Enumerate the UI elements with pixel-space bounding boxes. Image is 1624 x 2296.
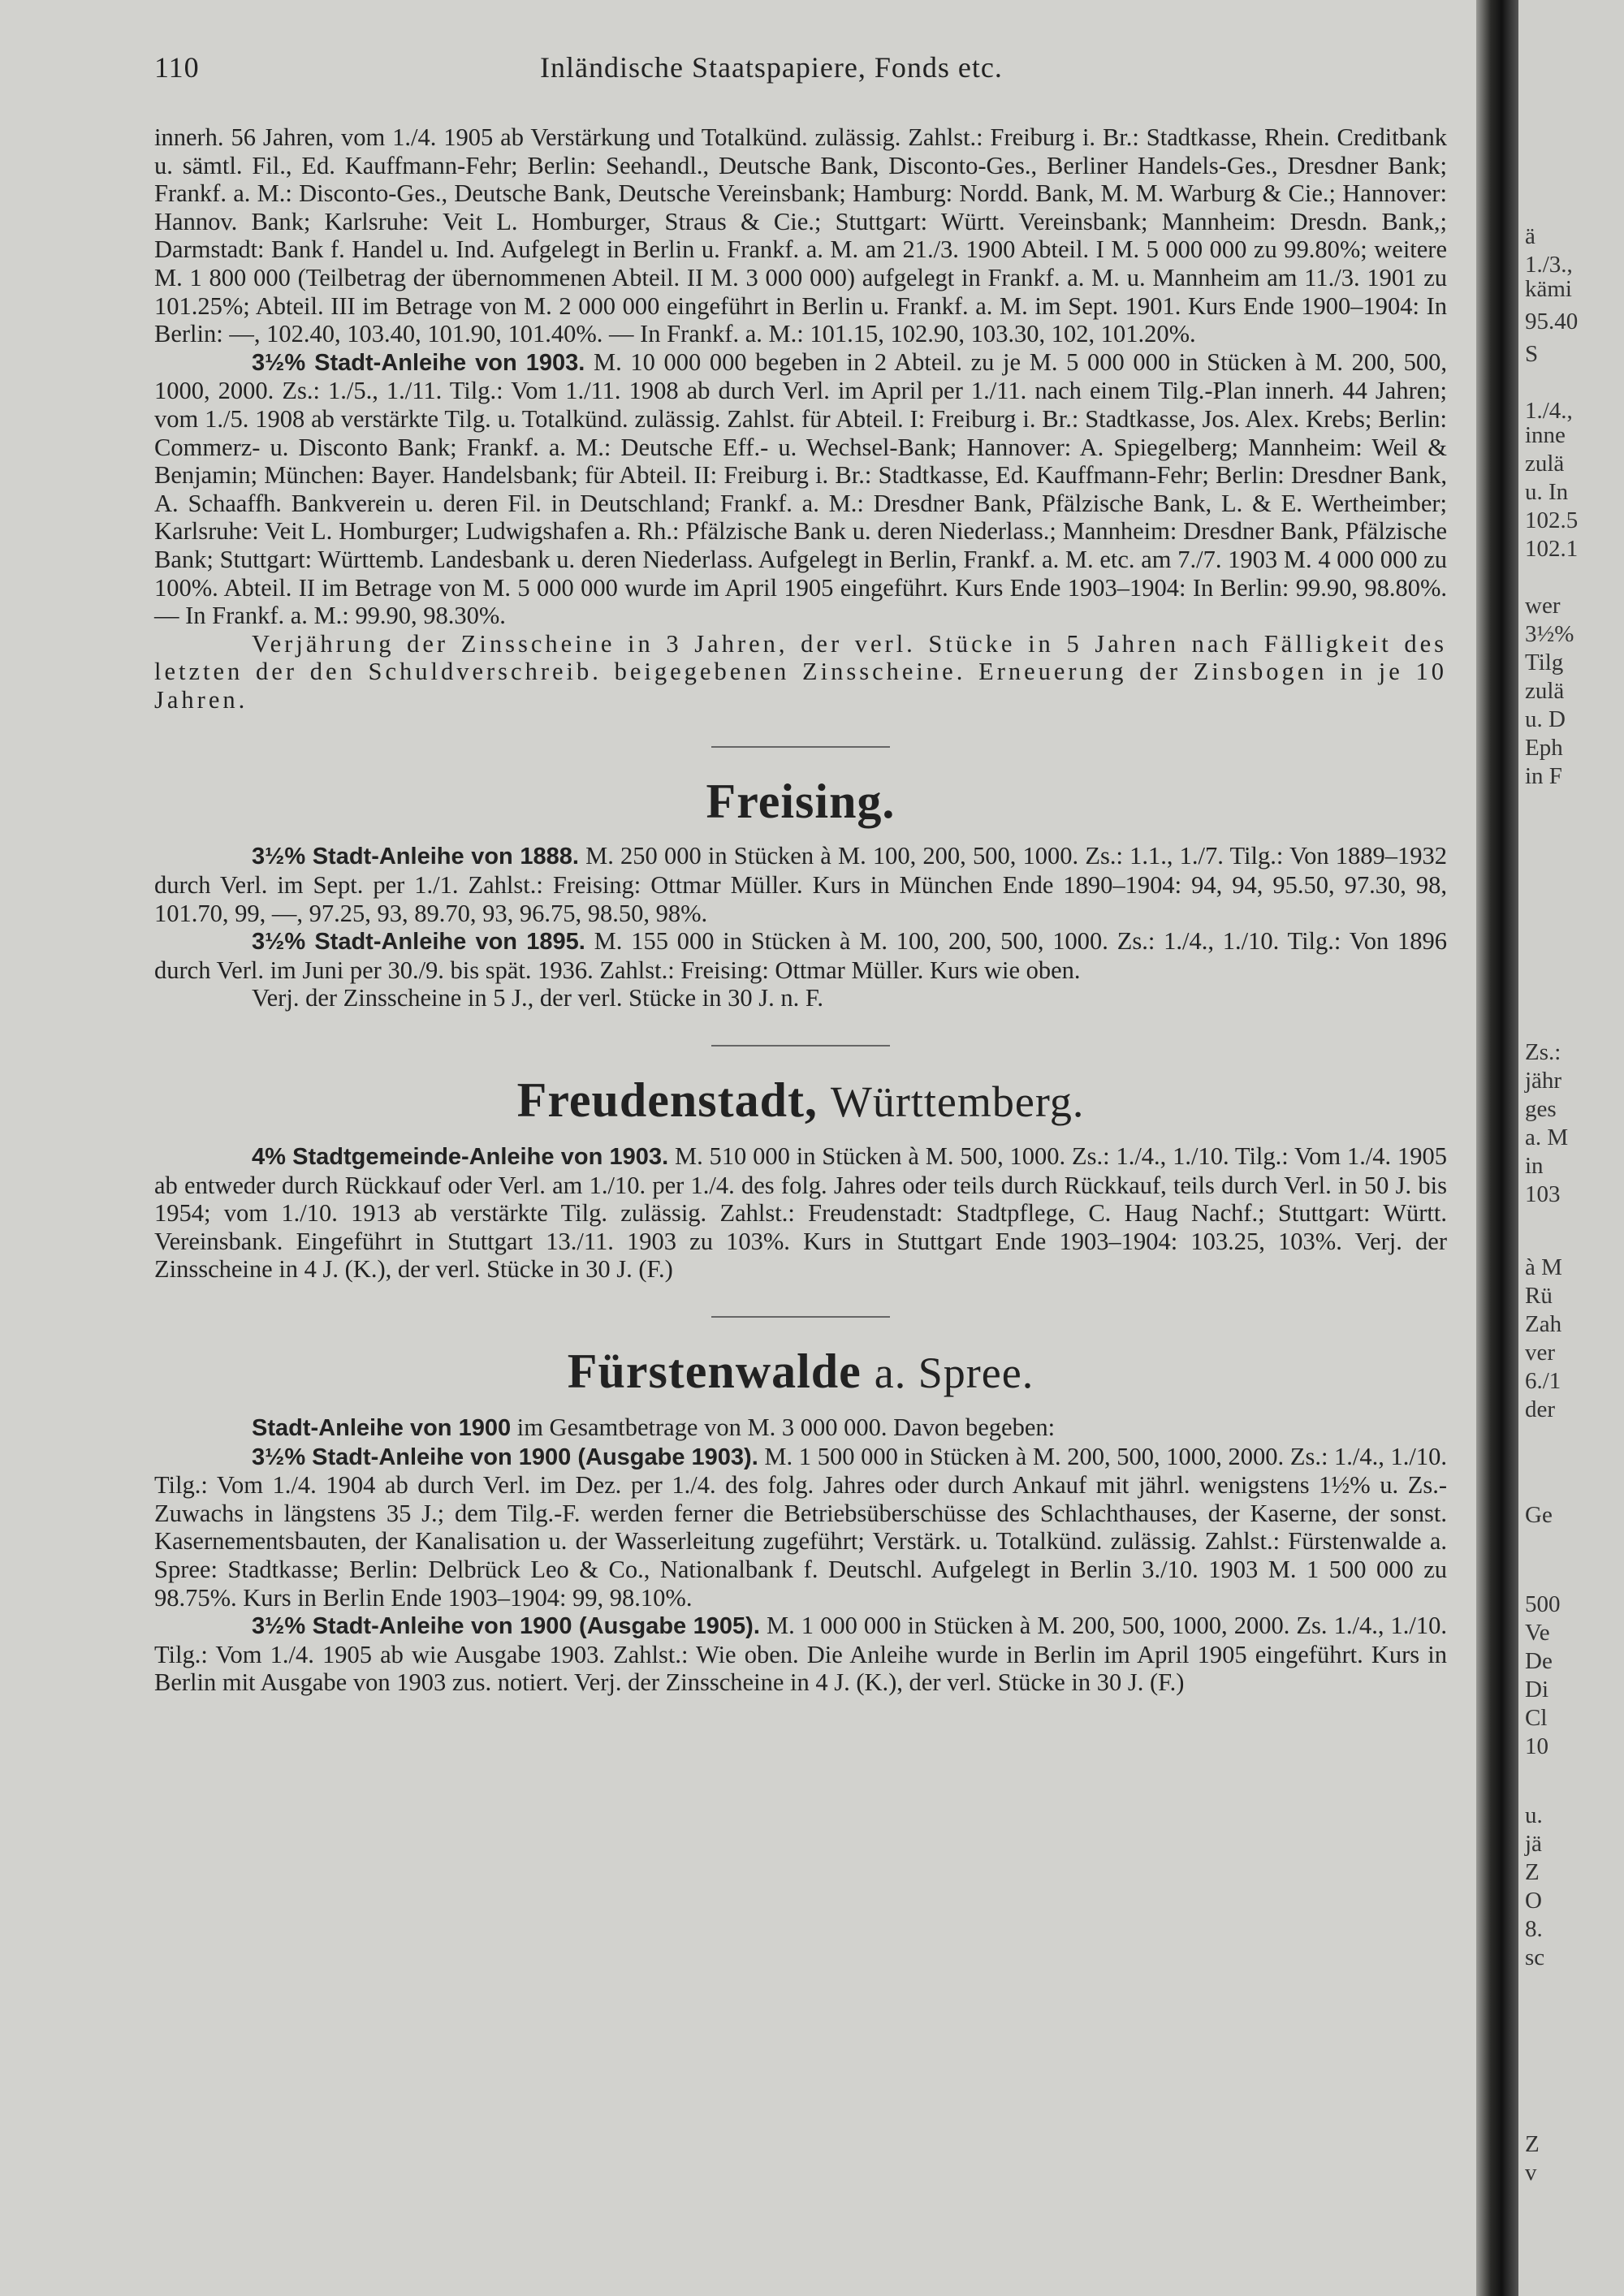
entry-paragraph [154,1612,1447,1697]
entry-heading: 4% Stadtgemeinde-Anleihe von 1903. [252,1144,669,1171]
facing-page-fragment: Rü [1525,1283,1553,1309]
note-paragraph: Verjährung der Zinsscheine in 3 Jahren, der verl. Stücke in 5 Jahren nach Fälligkeit des letzten der den Schuldverschreib. beigegebenen Zinsscheine. Erneuerung der Zinsbogen in je 10 Jahren. [154,629,1447,714]
place-subtitle: a. Spree. [874,1349,1034,1397]
entry-paragraph [154,1413,1447,1443]
section-divider [711,1045,890,1047]
facing-page-fragment: 102.5 [1525,507,1579,533]
facing-page-fragment: u. In [1525,479,1569,505]
facing-page-fragment: 102.1 [1525,536,1579,562]
facing-page-fragment: Ve [1525,1620,1550,1646]
facing-page-fragment: ä [1525,223,1535,249]
facing-page-fragment: der [1525,1396,1556,1422]
entry-heading: 3½% Stadt-Anleihe von 1903. [252,349,585,376]
section-title [154,1071,1447,1131]
facing-page-fragment: ver [1525,1340,1556,1366]
facing-page-fragment: 1./4., [1525,398,1573,424]
place-name: Freudenstadt, [516,1073,818,1128]
facing-page-fragment: 103 [1525,1181,1561,1207]
entry-text: M. 155 000 in Stücken à M. 100, 200, 500, 1000. Zs.: 1./4., 1./10. Tilg.: Von 1896 durch Verl. im Juni per 30./9. bis spät. 1936. Zahlst.: Freising: Ottmar Müller. Kurs wie oben. [154,927,1448,984]
entry-paragraph [154,1142,1447,1284]
facing-page-fragment: 1./3., [1525,252,1573,278]
facing-page-fragment: Zs.: [1525,1039,1561,1065]
entry-paragraph [154,927,1447,984]
entry-heading: 3½% Stadt-Anleihe von 1900 (Ausgabe 1905). [252,1613,760,1640]
facing-page-fragment: a. M [1525,1124,1569,1150]
entry-heading: Stadt-Anleihe von 1900 [252,1415,512,1441]
running-title: Inländische Staatspapiere, Fonds etc. [540,51,1003,84]
page-number: 110 [154,51,200,84]
entry-text: im Gesamtbetrage von M. 3 000 000. Davon begeben: [516,1413,1056,1441]
facing-page-fragment: in F [1525,763,1562,789]
facing-page-fragment: Tilg [1525,650,1564,675]
section-divider [711,1316,890,1318]
facing-page-fragment: Cl [1525,1705,1548,1731]
facing-page-fragment: 95.40 [1525,309,1579,334]
facing-page-fragment: S [1525,341,1539,367]
facing-page-edge [1518,0,1624,2296]
entry-heading: 3½% Stadt-Anleihe von 1888. [252,844,579,870]
facing-page-fragment: Z [1525,2131,1540,2157]
entry-paragraph [154,842,1447,927]
facing-page-fragment: à M [1525,1254,1562,1280]
entry-text: M. 250 000 in Stücken à M. 100, 200, 500, 1000. Zs.: 1.1., 1./7. Tilg.: Von 1889–1932 durch Verl. im Sept. per 1./1. Zahlst.: Freising: Ottmar Müller. Kurs in München Ende 1890–1904: 94, 94, 95.50, 97.30, 98, 101.70, 99, —, 97.25, 93, 89.70, 93, 96.75, 98.50, 98%. [154,842,1447,927]
entry-heading: 3½% Stadt-Anleihe von 1895. [252,929,585,956]
facing-page-fragment: u. [1525,1802,1543,1828]
facing-page-fragment: inne [1525,422,1566,448]
section-title [154,1342,1447,1402]
facing-page-fragment: Zah [1525,1311,1562,1337]
facing-page-fragment: O [1525,1888,1542,1914]
facing-page-fragment: sc [1525,1944,1545,1970]
facing-page-fragment: 10 [1525,1733,1548,1759]
facing-page-fragment: zulä [1525,451,1565,477]
book-gutter [1476,0,1518,2296]
facing-page-fragment: wer [1525,593,1561,619]
facing-page-fragment: Eph [1525,735,1563,761]
facing-page-fragment: 500 [1525,1591,1561,1617]
entry-text: M. 10 000 000 begeben in 2 Abteil. zu je M. 5 000 000 in Stücken à M. 200, 500, 1000, 2000. Zs.: 1./5., 1./11. Tilg.: Vom 1./11. 1908 ab durch Verl. im April per 1./11. nach einem Tilg.-Plan innerh. 44 Jahren; vom 1./5. 1908 ab verstärkte Tilg. u. Totalkünd. zulässig. Zahlst. für Abteil. I: Freiburg i. Br.: Stadtkasse, Jos. Alex. Krebs; Berlin: Commerz- u. Disconto Bank; Frankf. a. M.: Deutsche Eff.- u. Wechsel-Bank; Hannover: A. Spiegelberg; Mannheim: Weil & Benjamin; München: Bayer. Handelsbank; für Abteil. II: Freiburg i. Br.: Stadtkasse, Ed. Kauffmann-Fehr; Berlin: Dresdner Bank, A. Schaaffh. Bankverein u. deren Fil. in Deutschland; Frankf. a. M.: Dresdner Bank, Pfälzische Bank, L. & E. Wertheimber; Karlsruhe: Veit L. Homburger; Ludwigshafen a. Rh.: Pfälzische Bank u. deren Niederlass.; Mannheim: Dresdner Bank, Pfälzische Bank; Stuttgart: Württemb. Landesbank u. deren Niederlass. Aufgelegt in Berlin, Frankf. a. M. etc. am 7./7. 1903 M. 4 000 000 zu 100%. Abteil. II im Betrage von M. 5 000 000 wurde im April 1905 eingeführt. Kurs Ende 1903–1904: In Berlin: 99.90, 98.80%. — In Frankf. a. M.: 99.90, 98.30%. [154,347,1447,630]
facing-page-fragment: Ge [1525,1502,1553,1528]
note-paragraph: Verj. der Zinsscheine in 5 J., der verl. Stücke in 30 J. n. F. [252,984,824,1012]
entry-heading: 3½% Stadt-Anleihe von 1900 (Ausgabe 1903). [252,1444,758,1470]
place-subtitle: Württemberg. [830,1077,1085,1127]
entry-paragraph [154,348,1447,630]
facing-page-fragment: u. D [1525,706,1566,732]
section-title [154,772,1447,831]
facing-page-fragment: in [1525,1153,1544,1179]
facing-page-fragment: Z [1525,1859,1540,1885]
facing-page-fragment: De [1525,1648,1553,1674]
main-text [154,123,1447,1697]
facing-page-fragment: 3½% [1525,621,1574,647]
place-name: Fürstenwalde [567,1344,862,1398]
facing-page-fragment: jähr [1525,1068,1562,1094]
entry-text: M. 1 000 000 in Stücken à M. 200, 500, 1000, 2000. Zs. 1./4., 1./10. Tilg.: Vom 1./4. 1905 ab wie Ausgabe 1903. Zahlst.: Wie oben. Die Anleihe wurde in Berlin im April 1905 eingeführt. Kurs in Berlin mit Ausgabe von 1903 zus. notiert. Verj. der Zinsscheine in 4 J. (K.), der verl. Stücke in 30 J. (F.) [154,1612,1447,1697]
entry-text: M. 1 500 000 in Stücken à M. 200, 500, 1000, 2000. Zs.: 1./4., 1./10. Tilg.: Vom 1./4. 1904 ab durch Verl. im Dez. per 1./4. des folg. Jahres oder durch Ankauf mit jährl. wenigstens 1½% u. Zs.-Zuwachs in längstens 35 J.; dem Tilg.-F. werden ferner die Betriebsüberschüsse des Schlachthauses, der Kaserne, der sonst. Kasernementsbauten, der Kanalisation u. der Wasserleitung zugeführt; Verstärk. u. Totalkünd. zulässig. Zahlst.: Fürstenwalde a. Spree: Stadtkasse; Berlin: Delbrück Leo & Co., Nationalbank f. Deutschl. Aufgelegt in Berlin 3./10. 1903 M. 1 500 000 zu 98.75%. Kurs in Berlin Ende 1903–1904: 99, 98.10%. [154,1442,1448,1612]
facing-page-fragment: zulä [1525,678,1565,704]
place-name: Freising. [706,775,896,829]
facing-page-fragment: 6./1 [1525,1368,1561,1394]
continuation-paragraph: innerh. 56 Jahren, vom 1./4. 1905 ab Verstärkung und Totalkünd. zulässig. Zahlst.: Freiburg i. Br.: Stadtkasse, Rhein. Creditbank u. sämtl. Fil., Ed. Kauffmann-Fehr; Berlin: Seehandl., Deutsche Bank, Disconto-Ges., Berliner Handels-Ges., Dresdner Bank; Frankf. a. M.: Disconto-Ges., Deutsche Bank, Deutsche Vereinsbank; Hamburg: Nordd. Bank, M. M. Warburg & Cie.; Hannover: Hannov. Bank; Karlsruhe: Veit L. Homburger, Straus & Cie.; Stuttgart: Württ. Vereinsbank; Mannheim: Dresdn. Bank,; Darmstadt: Bank f. Handel u. Ind. Aufgelegt in Berlin u. Frankf. a. M. am 21./3. 1900 Abteil. I M. 5 000 000 zu 99.80%; weitere M. 1 800 000 (Teilbetrag der übernommenen Abteil. II M. 3 000 000) aufgelegt in Frankf. a. M. u. Mannheim am 11./3. 1901 zu 101.25%; Abteil. III im Betrage von M. 2 000 000 eingeführt in Berlin u. Frankf. a. M. im Sept. 1901. Kurs Ende 1900–1904: In Berlin: —, 102.40, 103.40, 101.90, 101.40%. — In Frankf. a. M.: 101.15, 102.90, 103.30, 102, 101.20%. [154,123,1447,348]
facing-page-fragment: ges [1525,1096,1557,1122]
entry-text: M. 510 000 in Stücken à M. 500, 1000. Zs.: 1./4., 1./10. Tilg.: Vom 1./4. 1905 ab entweder durch Rückkauf oder Verl. am 1./10. per 1./4. des folg. Jahres oder teils durch Rückkauf, teils durch Verl. in 50 J. bis 1954; vom 1./10. 1913 ab verstärkte Tilg. zulässig. Zahlst.: Freudenstadt: Stadtpflege, C. Haug Nachf.; Stuttgart: Württ. Vereinsbank. Eingeführt in Stuttgart 13./11. 1903 zu 103%. Kurs in Stuttgart Ende 1903–1904: 103.25, 103%. Verj. der Zinsscheine in 4 J. (K.), der verl. Stücke in 30 J. (F.) [154,1142,1448,1284]
section-divider [711,746,890,748]
facing-page-fragment: jä [1525,1831,1542,1857]
facing-page-fragment: v [1525,2160,1537,2186]
facing-page-fragment: kämi [1525,276,1572,302]
facing-page-fragment: 8. [1525,1916,1543,1942]
facing-page-fragment: Di [1525,1677,1548,1703]
entry-paragraph [154,1443,1447,1612]
